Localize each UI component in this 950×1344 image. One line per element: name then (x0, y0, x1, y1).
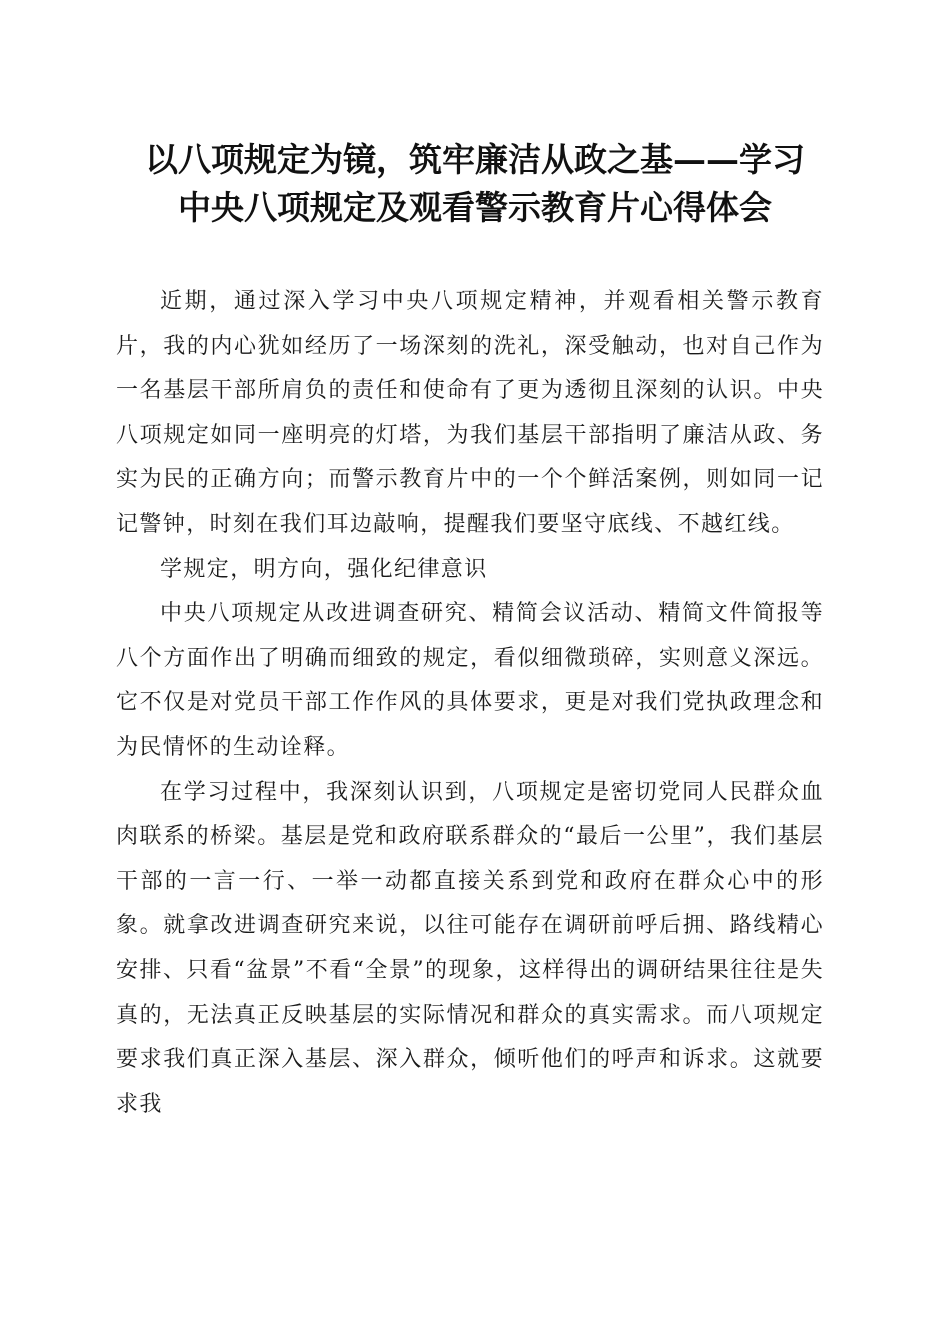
paragraph: 在学习过程中，我深刻认识到，八项规定是密切党同人民群众血肉联系的桥梁。基层是党和政府联系群众的“最后一公里”，我们基层干部的一言一行、一举一动都直接关系到党和政府在群众心中的形象。就拿改进调查研究来说，以往可能存在调研前呼后拥、路线精心安排、只看“盆景”不看“全景”的现象，这样得出的调研结果往往是失真的，无法真正反映基层的实际情况和群众的真实需求。而八项规定要求我们真正深入基层、深入群众，倾听他们的呼声和诉求。这就要求我 (116, 779, 824, 1117)
title-line-1: 以八项规定为镜，筑牢廉洁从政之基——学习 (145, 140, 805, 179)
title-line-2: 中央八项规定及观看警示教育片心得体会 (178, 188, 772, 227)
document-body (116, 280, 824, 1127)
paragraph: 中央八项规定从改进调查研究、精简会议活动、精简文件简报等八个方面作出了明确而细致的规定，看似细微琐碎，实则意义深远。它不仅是对党员干部工作作风的具体要求，更是对我们党执政理念和为民情怀的生动诠释。 (116, 601, 824, 760)
section-heading: 学规定，明方向，强化纪律意识 (160, 556, 488, 582)
paragraph-intro: 近期，通过深入学习中央八项规定精神，并观看相关警示教育片，我的内心犹如经历了一场深刻的洗礼，深受触动，也对自己作为一名基层干部所肩负的责任和使命有了更为透彻且深刻的认识。中央八项规定如同一座明亮的灯塔，为我们基层干部指明了廉洁从政、务实为民的正确方向；而警示教育片中的一个个鲜活案例，则如同一记记警钟，时刻在我们耳边敲响，提醒我们要坚守底线、不越红线。 (116, 289, 824, 537)
document-title (100, 136, 850, 232)
